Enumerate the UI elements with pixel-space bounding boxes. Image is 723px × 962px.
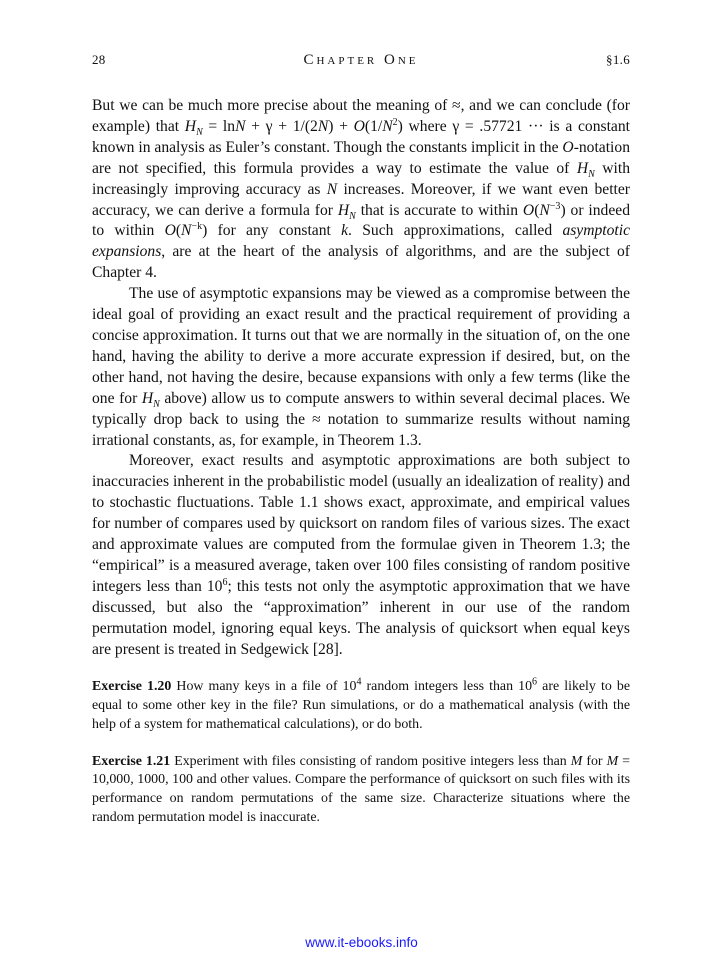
section-number: §1.6 [606, 52, 630, 67]
running-header [92, 52, 630, 74]
paragraph-1: But we can be much more precise about the meaning of ≈, and we can conclude (for example) that $H_N = \ln N + \gamma + 1/(2N) + O(1/N^2)$ where γ = .57721 ··· is a constant known in analysis as Euler’s constant. Though the constants implicit in the O-notation are not specified, this formula provides a way to estimate the value of $H_N$ with increasingly improving accuracy as N increases. Moreover, if we want even better accuracy, we can derive a formula for $H_N$ that is accurate to within $O(N^{-3})$ or indeed to within $O(N^{-k})$ for any constant k. Such approximations, called asymptotic expansions, are at the heart of the analysis of algorithms, and are the subject of Chapter 4. [92, 97, 631, 282]
page [92, 52, 630, 827]
chapter-title: Chapter One [303, 52, 419, 68]
footer-watermark-link[interactable]: www.it-ebooks.info [305, 935, 418, 950]
exercise-label: Exercise 1.21 [92, 753, 171, 769]
paragraph-3: Moreover, exact results and asymptotic approximations are both subject to inaccuracies inherent in the probabilistic model (usually an idealization of reality) and to stochastic fluctuations. Table 1.1 shows exact, approximate, and empirical values for number of compares used by quicksort on random files of various sizes. The exact and approximate values are computed from the formulae given in Theorem 1.3; the “empirical” is a measured average, taken over 100 files consisting of random positive integers less than $10^6$; this tests not only the asymptotic approximation that we have discussed, but also the “approximation” inherent in our use of the random permutation model, ignoring equal keys. The analysis of quicksort when equal keys are present is treated in Sedgewick [28]. [92, 452, 630, 658]
page-number: 28 [92, 52, 106, 67]
exercise-label: Exercise 1.20 [92, 679, 172, 695]
exercise-1-20: Exercise 1.20 How many keys in a file of $10^4$ random integers less than $10^6$ are likely to be equal to some other key in the file? Run simulations, or do a mathematical analysis (with the help of a system for mathematical calculations), or do both. [92, 676, 630, 732]
paragraph-2: The use of asymptotic expansions may be viewed as a compromise between the ideal goal of providing an exact result and the practical requirement of providing a concise approximation. It turns out that we are normally in the situation of, on the one hand, having the ability to derive a more accurate expression if desired, but, on the other hand, not having the desire, because expansions with only a few terms (like the one for $H_N$ above) allow us to compute answers to within several decimal places. We typically drop back to using the ≈ notation to summarize results without naming irrational constants, as, for example, in Theorem 1.3. [92, 285, 630, 449]
body-text [92, 96, 630, 660]
exercise-1-21: Exercise 1.21 Experiment with files consisting of random positive integers less than M for M = 10,000, 1000, 100 and other values. Compare the performance of quicksort on such files with its performance on random permutations of the same size. Characterize situations where the random permutation model is inaccurate. [92, 753, 630, 825]
